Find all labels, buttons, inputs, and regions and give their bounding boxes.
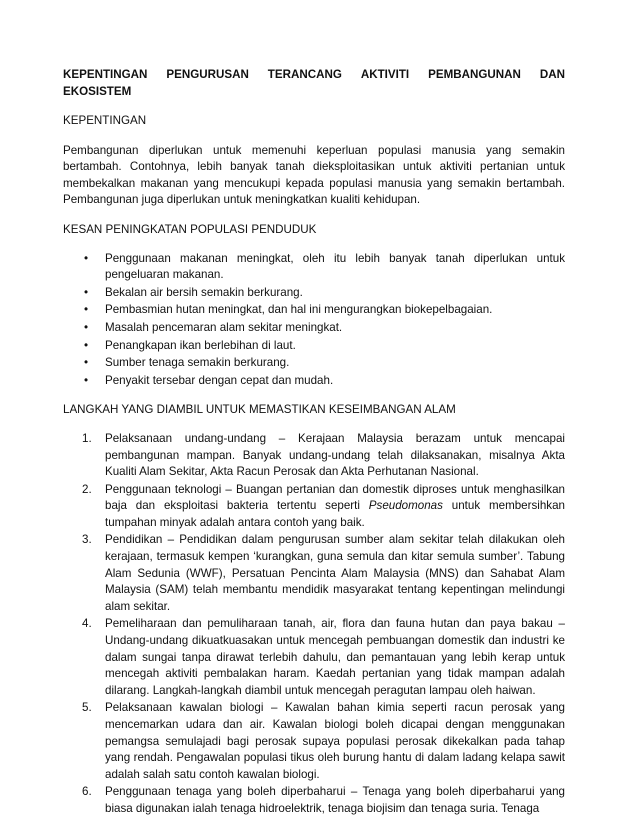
list-item-text: Penggunaan makanan meningkat, oleh itu lebih banyak tanah diperlukan untuk pengeluaran makanan. xyxy=(105,251,565,282)
effects-list xyxy=(63,251,565,390)
document-page xyxy=(63,66,565,819)
list-item xyxy=(63,616,565,699)
list-item xyxy=(63,431,565,481)
list-item-text: Masalah pencemaran alam sekitar meningkat. xyxy=(105,320,343,334)
section-heading-kesan: KESAN PENINGKATAN POPULASI PENDUDUK xyxy=(63,222,317,236)
list-number: 1. xyxy=(82,431,92,445)
text-segment: Penggunaan teknologi – Buangan pertanian dan domestik diproses untuk menghasilkan baja dan eksploitasi bakteria tertentu seperti xyxy=(105,482,565,513)
list-number: 4. xyxy=(82,617,92,631)
bullet-icon: • xyxy=(84,251,89,265)
list-item-text: Pelaksanaan kawalan biologi – Kawalan bahan kimia seperti racun perosak yang mencemarkan udara dan air. Kawalan biologi boleh dicapai dengan menggunakan pemangsa semulajadi bagi perosak supaya populasi perosak dikekalkan pada tahap yang rendah. Pengawalan populasi tikus oleh burung hantu di dalam ladang kelapa sawit adalah salah satu contoh kawalan biologi. xyxy=(105,701,565,781)
list-item-text: Bekalan air bersih semakin berkurang. xyxy=(105,285,303,299)
list-item-text: Pendidikan – Pendidikan dalam pengurusan sumber alam sekitar telah dilakukan oleh kerajaan, termasuk kempen ‘kurangkan, guna semula dan kitar semula sumber’. Tabung Alam Sedunia (WWF), Persatuan Pencinta Alam Malaysia (MNS) dan Sahabat Alam Malaysia (SAM) telah membantu mendidik masyarakat tentang kepentingan melindungi alam sekitar. xyxy=(105,533,565,613)
list-number: 3. xyxy=(82,533,92,547)
list-item xyxy=(63,302,565,319)
list-item xyxy=(63,700,565,783)
list-item-text: Sumber tenaga semakin berkurang. xyxy=(105,356,290,370)
list-item-text: Pelaksanaan undang-undang – Kerajaan Malaysia berazam untuk mencapai pembangunan mampan. Banyak undang-undang telah dilaksanakan, misalnya Akta Kualiti Alam Sekitar, Akta Racun Perosak dan Akta Perhutanan Nasional. xyxy=(105,431,565,479)
list-item xyxy=(63,320,565,337)
title-word: PENGURUSAN xyxy=(166,68,249,81)
list-item-text: Penggunaan tenaga yang boleh diperbaharui – Tenaga yang boleh diperbaharui yang biasa digunakan ialah tenaga hidroelektrik, tenaga biojisim dan tenaga suria. Tenaga xyxy=(105,785,565,815)
title-word: KEPENTINGAN xyxy=(63,68,148,81)
text-segment: untuk membersihkan tumpahan minyak adalah antara contoh yang baik. xyxy=(105,499,565,529)
steps-list xyxy=(63,431,565,818)
title-line-1 xyxy=(63,66,565,83)
list-item xyxy=(63,482,565,532)
list-item xyxy=(63,355,565,372)
list-item xyxy=(63,251,565,284)
bullet-icon: • xyxy=(84,285,89,299)
title-word: PEMBANGUNAN xyxy=(428,68,521,81)
title-word: TERANCANG xyxy=(267,68,342,81)
document-title xyxy=(63,66,565,100)
list-number: 6. xyxy=(82,785,92,799)
list-item xyxy=(63,338,565,355)
list-item-text xyxy=(105,483,565,529)
list-number: 5. xyxy=(82,701,92,715)
bullet-icon: • xyxy=(84,356,89,370)
section-heading-langkah: LANGKAH YANG DIAMBIL UNTUK MEMASTIKAN KESEIMBANGAN ALAM xyxy=(63,403,456,417)
list-item xyxy=(63,285,565,302)
section-heading-kepentingan: KEPENTINGAN xyxy=(63,114,147,127)
title-line-2: EKOSISTEM xyxy=(63,85,132,98)
list-item-text: Pembasmian hutan meningkat, dan hal ini mengurangkan biokepelbagaian. xyxy=(105,303,493,317)
list-item-text: Penangkapan ikan berlebihan di laut. xyxy=(105,338,296,352)
title-word: DAN xyxy=(539,68,565,81)
list-item-text: Pemeliharaan dan pemuliharaan tanah, air, flora dan fauna hutan dan paya bakau – Undang-undang dikuatkuasakan untuk mencegah pembuangan domestik dan industri ke dalam sungai tanpa dirawat terlebih dahulu, dan pemantauan yang lebih kerap untuk mencegah aktiviti pembalakan haram. Kaedah pertanian yang tidak mampan adalah dilarang. Langkah-langkah diambil untuk mencegah peragutan lampau oleh haiwan. xyxy=(105,617,565,697)
intro-paragraph: Pembangunan diperlukan untuk memenuhi keperluan populasi manusia yang semakin bertambah. Contohnya, lebih banyak tanah dieksploitasikan untuk aktiviti pertanian untuk membekalkan makanan yang mencukupi kepada populasi manusia yang semakin bertambah. Pembangunan juga diperlukan untuk meningkatkan kualiti kehidupan. xyxy=(63,143,565,207)
bullet-icon: • xyxy=(84,338,89,352)
list-item-text: Penyakit tersebar dengan cepat dan mudah. xyxy=(105,373,334,387)
title-word: AKTIVITI xyxy=(360,68,410,81)
list-item xyxy=(63,373,565,390)
list-number: 2. xyxy=(82,482,92,496)
list-item xyxy=(63,532,565,615)
bullet-icon: • xyxy=(84,320,89,334)
bullet-icon: • xyxy=(84,303,89,317)
species-name: Pseudomonas xyxy=(368,499,443,513)
list-item xyxy=(63,784,565,817)
bullet-icon: • xyxy=(84,373,89,387)
